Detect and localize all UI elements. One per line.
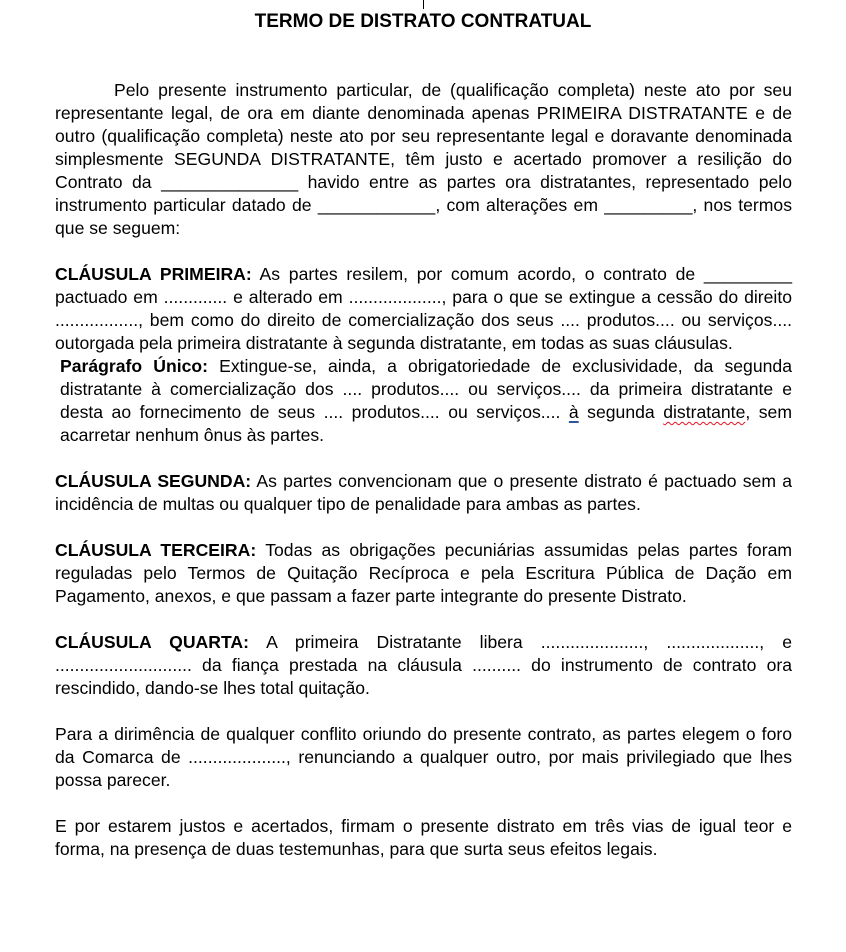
paragrafo-unico	[55, 355, 792, 447]
clausula-segunda-heading: CLÁUSULA SEGUNDA:	[55, 471, 252, 491]
grammar-flagged-word[interactable]: à	[568, 402, 579, 422]
paragrafo-unico-heading: Parágrafo Único:	[60, 356, 208, 376]
paragrafo-unico-middle: segunda	[578, 402, 664, 422]
clausula-segunda-text: As partes convencionam que o presente distrato é pactuado sem a incidência de multas ou qualquer tipo de penalidade para ambas as partes.	[55, 471, 792, 514]
clausula-terceira-heading: CLÁUSULA TERCEIRA:	[55, 540, 257, 560]
text-cursor	[423, 0, 424, 9]
clausula-quarta	[55, 631, 792, 700]
paragrafo-unico-text: Extingue-se, ainda, a obrigatoriedade de exclusividade, da segunda distratante à comercialização dos .... produtos.... ou serviços.... da primeira distratante e desta ao fornecimento de seus .... produtos.... ou serviços....	[60, 356, 792, 422]
spelling-flagged-word[interactable]: distratante	[663, 402, 746, 422]
clausula-primeira-text: As partes resilem, por comum acordo, o contrato de _________ pactuado em ............. e alterado em ..................., para o que se extingue a cessão do direito ................., bem como do direito de comercialização dos seus .... produtos.... ou serviços.... outorgada pela primeira distratante à segunda distratante, em todas as suas cláusulas.	[55, 264, 792, 353]
clausula-primeira-heading: CLÁUSULA PRIMEIRA:	[55, 264, 252, 284]
document-body[interactable]	[55, 79, 792, 861]
clausula-quarta-text: A primeira Distratante libera ....................., ..................., e ............................ da fiança prestada na cláusula .......... do instrumento de contrato ora rescindido, dando-se lhes total quitação.	[55, 632, 792, 698]
foro-paragraph: Para a dirimência de qualquer conflito oriundo do presente contrato, as partes elegem o foro da Comarca de ...................., renunciando a qualquer outro, por mais privilegiado que lhes possa parecer.	[55, 724, 792, 790]
clausula-terceira	[55, 539, 792, 608]
clausula-segunda	[55, 470, 792, 516]
document-title: TERMO DE DISTRATO CONTRATUAL	[254, 11, 592, 32]
clausula-terceira-text: Todas as obrigações pecuniárias assumidas pelas partes foram reguladas pelo Termos de Quitação Recíproca e pela Escritura Pública de Dação em Pagamento, anexos, e que passam a fazer parte integrante do presente Distrato.	[55, 540, 793, 606]
intro-paragraph: Pelo presente instrumento particular, de (qualificação completa) neste ato por seu representante legal, de ora em diante denominada apenas PRIMEIRA DISTRATANTE e de outro (qualificação completa) neste ato por seu representante legal e doravante denominada simplesmente SEGUNDA DISTRATANTE, têm justo e acertado promover a resilição do Contrato da ______________ havido entre as partes ora distratantes, representado pelo instrumento particular datado de ____________, com alterações em _________, nos termos que se seguem:	[55, 80, 792, 238]
clausula-quarta-heading: CLÁUSULA QUARTA:	[55, 632, 249, 652]
closing-paragraph: E por estarem justos e acertados, firmam o presente distrato em três vias de igual teor e forma, na presença de duas testemunhas, para que surta seus efeitos legais.	[55, 816, 792, 859]
paragrafo-unico-tail: , sem acarretar nenhum ônus às partes.	[60, 402, 792, 445]
clausula-primeira	[55, 263, 792, 355]
